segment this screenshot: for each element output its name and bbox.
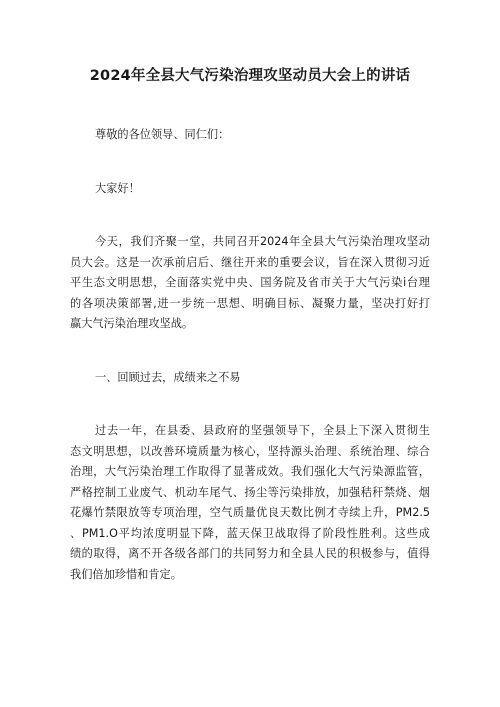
section1-paragraph [70, 421, 430, 585]
intro-line: 赢大气污染治理攻坚战。 [70, 317, 194, 330]
greeting: 尊敬的各位领导、同仁们： [95, 128, 230, 141]
intro-line: 平生态文明思想，全面落实党中央、国务院及省市关于大气污染i台理 [70, 276, 430, 289]
intro-line: 员大会。这是一次承前启后、继往开来的重要会议，旨在深入贯彻习近 [70, 255, 430, 269]
intro-line: 的各项决策部署,进一步统一思想、明确目标、凝聚力量，坚决打好打 [70, 296, 430, 310]
section1-line: 、PM1.O平均浓度明显下降，蓝天保卫战取得了阶段性胜利。这些成 [70, 526, 430, 540]
section1-line: 花爆竹禁限放等专项治理，空气质量优良天数比例才寺续上升，PM2.5 [70, 506, 430, 519]
section1-line: 治理，大气污染治理工作取得了显著成效。我们强化大气污染源监管， [70, 465, 430, 478]
section1-line: 严格控制工业废气、机动车尾气、扬尘等污染排放，加强秸秆禁烧、烟 [70, 485, 430, 499]
intro-line: 今天，我们齐聚一堂，共同召开2024年全县大气污染治理攻坚动 [95, 235, 430, 248]
document-title: 2024年全县大气污染治理攻坚动员大会上的讲话 [89, 68, 411, 84]
hello: 大家好！ [95, 181, 140, 195]
section1-line: 我们倍加珍惜和肯定。 [70, 567, 182, 581]
section1-line: 过去一年，在县委、县政府的坚强领导下，全县上下深入贯彻生 [95, 424, 430, 437]
section1-line: 态文明思想，以改善环境质量为核心，坚持源头治理、系统治理、综合 [70, 444, 430, 458]
section-heading: 一、回顾过去，成绩来之不易 [95, 370, 241, 384]
intro-paragraph [70, 232, 430, 335]
section1-line: 绩的取得，离不开各级各部门的共同努力和全县人民的积极参与，值得 [70, 547, 430, 560]
